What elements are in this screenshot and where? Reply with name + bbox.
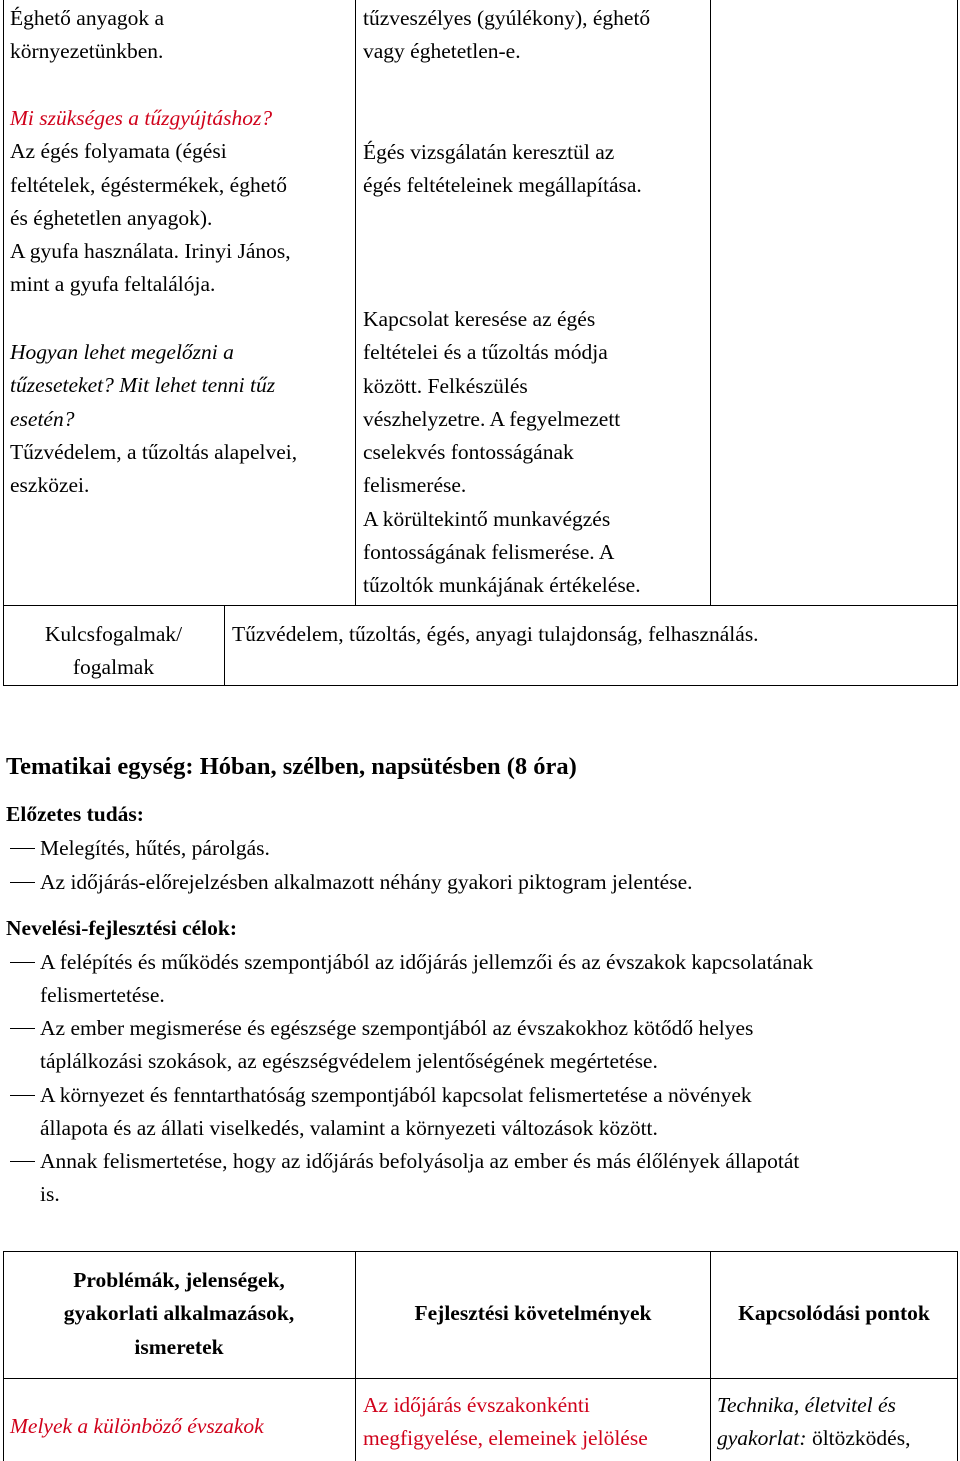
col2-top-line: vagy éghetetlen-e. [363, 39, 521, 64]
col1-italic-line: tűzeseteket? Mit lehet tenni tűz [10, 373, 276, 398]
table-border [355, 1251, 356, 1461]
top-table-col1 [10, 2, 164, 69]
row-requirement-cell: Az időjárás évszakonkénti megfigyelése, elemeinek jelölése [363, 1393, 648, 1451]
col2-bottom-line: vészhelyzetre. A fegyelmezett [363, 406, 621, 431]
dash-icon [10, 848, 35, 849]
col2-bottom-line: tűzoltók munkájának értékelése. [363, 573, 641, 598]
col1-top-line: Éghető anyagok a [10, 6, 165, 30]
header-problems: Problémák, jelenségek, gyakorlati alkalmazások, ismeretek [63, 1268, 295, 1359]
goals-heading: Nevelési-fejlesztési célok: [6, 916, 238, 940]
col1-top-line: környezetünkben. [10, 39, 164, 64]
dash-icon [10, 882, 35, 883]
dash-icon [10, 1028, 35, 1029]
table-border [3, 685, 958, 686]
col2-bottom-line: A körültekintő munkavégzés [363, 506, 611, 531]
header-connections: Kapcsolódási pontok [738, 1301, 930, 1325]
row-problem-cell: Melyek a különböző évszakok [10, 1414, 264, 1438]
col2-bottom-line: felismerése. [363, 473, 467, 498]
col2-bottom-line: fontosságának felismerése. A [363, 540, 615, 565]
col1-mid-line: és éghetetlen anyagok). [10, 205, 213, 230]
key-label-line: fogalmak [72, 655, 155, 680]
col1-bottom-line: Tűzvédelem, a tűzoltás alapelvei, [10, 439, 298, 464]
list-item: A felépítés és működés szempontjából az időjárás jellemzői és az évszakok kapcsolatának felismertetése. [6, 946, 813, 1013]
list-item: Az időjárás-előrejelzésben alkalmazott néhány gyakori piktogram jelentése. [6, 866, 693, 899]
col1-bottom-line: eszközei. [10, 473, 90, 498]
header-requirements: Fejlesztési követelmények [414, 1301, 652, 1325]
dash-icon [10, 962, 35, 963]
table-border [957, 0, 958, 686]
row-connection-cell: Technika, életvitel és gyakorlat: öltözködés, [717, 1393, 911, 1451]
col2-mid-line: Égés vizsgálatán keresztül az [363, 140, 615, 164]
key-concepts-value: Tűzvédelem, tűzoltás, égés, anyagi tulajdonság, felhasználás. [232, 622, 759, 646]
table-border [3, 1378, 958, 1379]
dash-icon [10, 1161, 35, 1162]
top-table-col1-body [10, 102, 291, 302]
col1-italic-line: esetén? [10, 406, 75, 431]
list-item: Melegítés, hűtés, párolgás. [6, 832, 270, 865]
list-item: A környezet és fenntarthatóság szempontjából kapcsolat felismertetése a növények állapota és az állati viselkedés, valamint a környezeti változások között. [6, 1079, 752, 1146]
col1-mid-line: feltételek, égéstermékek, éghető [10, 172, 287, 197]
list-item: Az ember megismerése és egészsége szempontjából az évszakokhoz kötődő helyes táplálkozási szokások, az egészségvédelem jelentőségének megértetése. [6, 1012, 753, 1079]
col2-bottom-line: Kapcsolat keresése az égés [363, 307, 596, 331]
unit-title: Tematikai egység: Hóban, szélben, napsütésben (8 óra) [6, 753, 577, 780]
key-label-line: Kulcsfogalmak/ [44, 622, 183, 646]
table-border [710, 1251, 711, 1461]
table-border [3, 605, 958, 606]
prior-knowledge-heading: Előzetes tudás: [6, 802, 144, 826]
table-border [710, 0, 711, 605]
top-table-col2-bottom [363, 303, 641, 603]
col2-mid-line: égés feltételeinek megállapítása. [363, 173, 642, 198]
col2-top-line: tűzveszélyes (gyúlékony), éghető [363, 6, 651, 30]
col1-question: Mi szükséges a tűzgyújtáshoz? [10, 106, 273, 130]
dash-icon [10, 1095, 35, 1096]
col2-bottom-line: cselekvés fontosságának [363, 440, 574, 465]
key-concepts-label [3, 618, 224, 685]
list-item: Annak felismertetése, hogy az időjárás befolyásolja az ember és más élőlények állapotát is. [6, 1145, 799, 1212]
top-table-col1-italic [10, 336, 297, 502]
table-border [3, 0, 4, 686]
col2-bottom-line: feltételei és a tűzoltás módja [363, 340, 608, 365]
table-border [957, 1251, 958, 1461]
col2-bottom-line: között. Felkészülés [363, 373, 528, 398]
col1-mid-line: A gyufa használata. Irinyi János, [10, 239, 291, 264]
col1-italic-line: Hogyan lehet megelőzni a [10, 340, 234, 364]
table-border [355, 0, 356, 605]
col1-mid-line: Az égés folyamata (égési [10, 139, 227, 164]
col1-mid-line: mint a gyufa feltalálója. [10, 272, 216, 297]
table-border [3, 1251, 958, 1252]
table-border [224, 605, 225, 686]
top-table-col2-mid [363, 136, 642, 203]
top-table-col2 [363, 2, 650, 69]
